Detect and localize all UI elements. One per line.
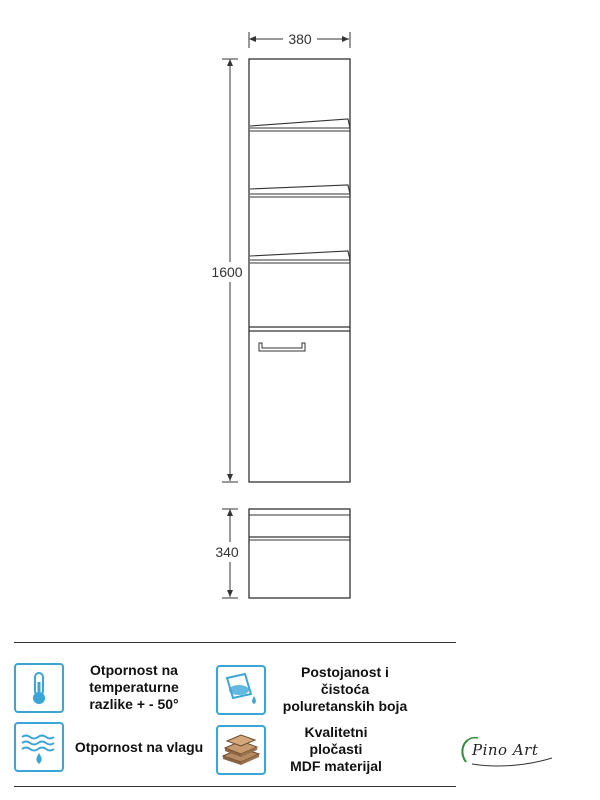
water-drops-icon [14, 722, 64, 772]
top-divider [14, 642, 456, 643]
feature-mdf [216, 724, 394, 775]
tall-height-label: 1600 [211, 264, 243, 280]
tall-height-dimension [211, 59, 242, 482]
feature-paint-line1: Postojanost i čistoća [301, 664, 389, 697]
mdf-boards-icon [216, 725, 266, 775]
feature-moisture [14, 722, 204, 772]
feature-mdf-line1: Kvalitetni pločasti [304, 724, 368, 757]
width-dimension [249, 31, 350, 48]
feature-temperature-line1: Otpornost na [90, 662, 178, 678]
feature-paint-line2: poluretanskih boja [282, 698, 408, 714]
thermometer-icon [14, 663, 64, 713]
pino-art-logo [456, 732, 566, 772]
tall-cabinet-front [249, 59, 350, 482]
paint-bucket-icon [216, 665, 266, 715]
logo-text: Pino Art [472, 741, 539, 759]
feature-mdf-line2: MDF materijal [290, 758, 382, 774]
feature-temperature-line2: temperaturne [89, 679, 179, 695]
width-label: 380 [288, 31, 312, 47]
feature-moisture-line1: Otpornost na vlagu [74, 738, 204, 755]
feature-paint [216, 664, 410, 715]
depth-label: 340 [215, 544, 239, 560]
feature-temperature [14, 662, 182, 713]
depth-dimension [215, 509, 239, 598]
bottom-divider [14, 786, 456, 787]
cabinet-side-view [249, 509, 350, 598]
feature-temperature-line3: razlike + - 50° [89, 696, 179, 712]
